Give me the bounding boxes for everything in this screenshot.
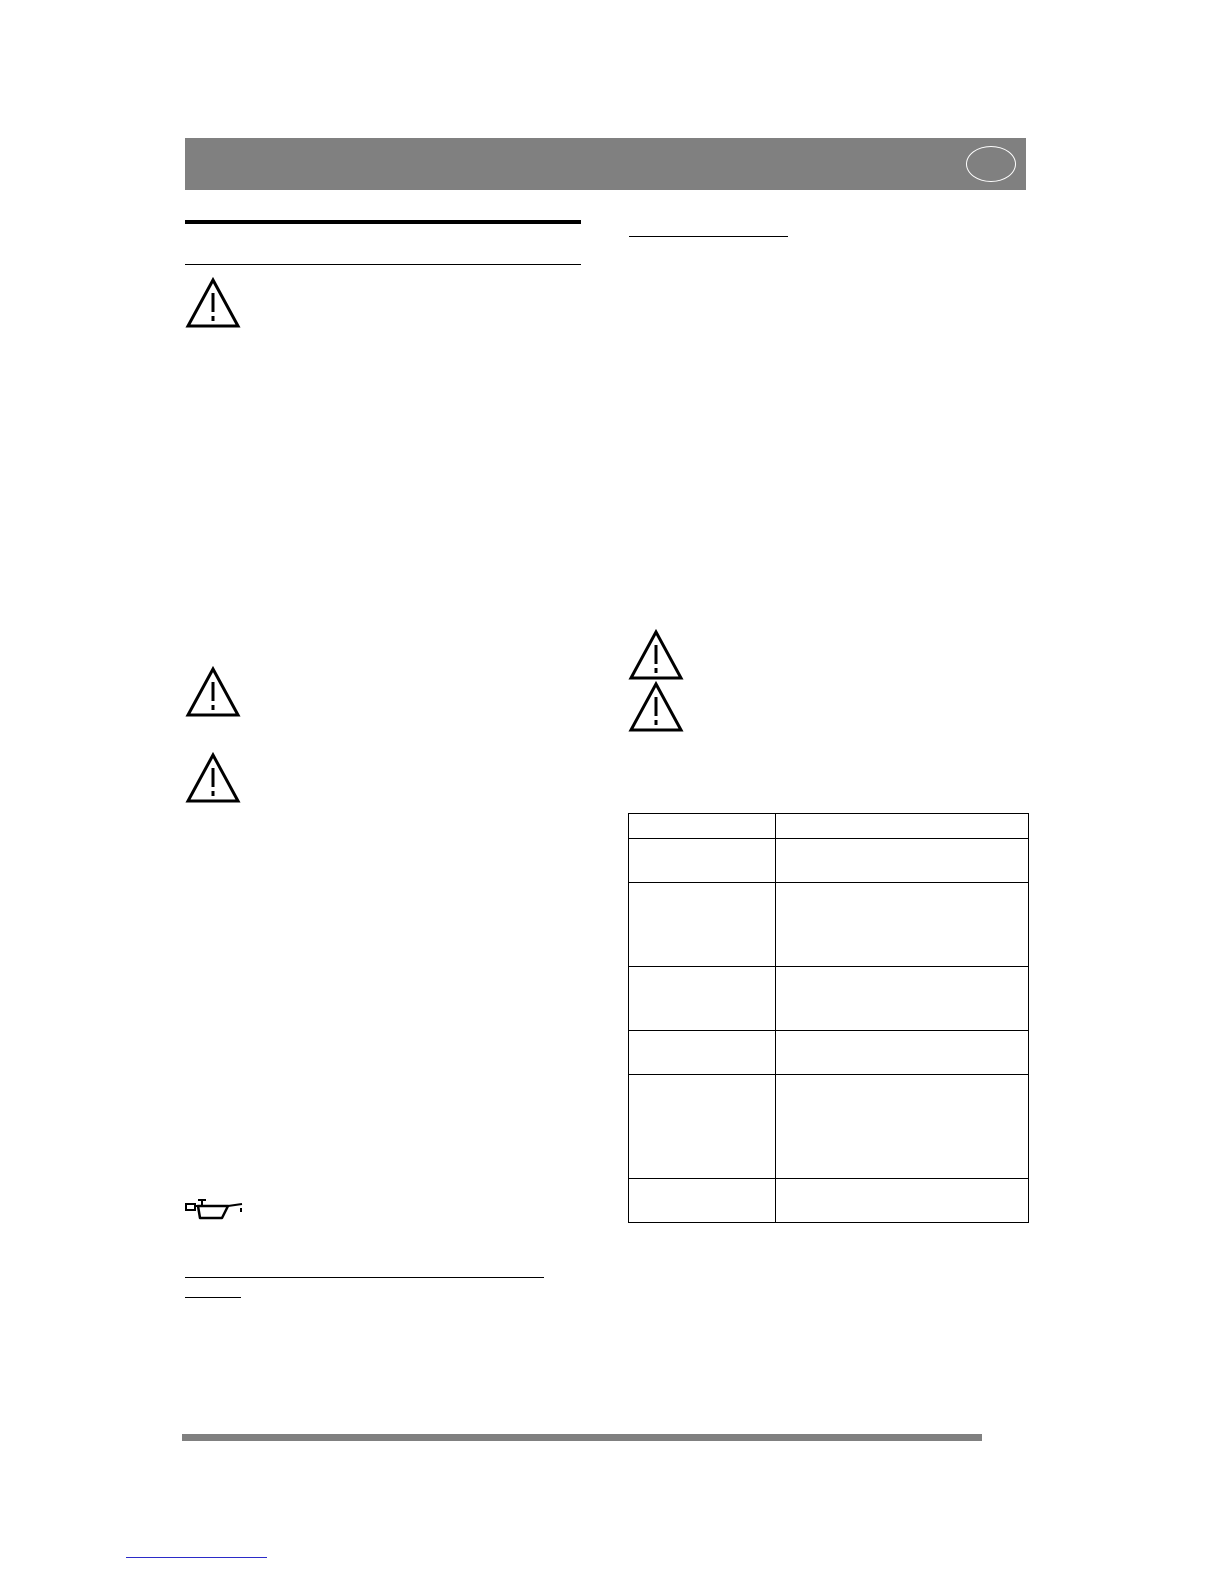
table-row [629, 967, 1029, 1031]
cross-reference-link[interactable] [185, 1297, 241, 1298]
cross-reference-link[interactable] [185, 1277, 544, 1278]
table-row [629, 814, 1029, 839]
table-cell [629, 883, 776, 967]
warning-triangle-icon [185, 752, 241, 804]
footer-bar [182, 1434, 982, 1441]
right-heading-underline[interactable] [629, 236, 788, 237]
warning-triangle-icon [628, 629, 684, 681]
section-subheading-rule [185, 264, 581, 265]
table-cell [776, 1075, 1029, 1179]
table-cell [776, 1031, 1029, 1075]
table-cell [776, 839, 1029, 883]
table-cell [629, 967, 776, 1031]
table-row [629, 1075, 1029, 1179]
info-table [628, 813, 1029, 1223]
table-cell [776, 1179, 1029, 1223]
table-row [629, 1031, 1029, 1075]
oil-can-icon [184, 1196, 246, 1222]
warning-triangle-icon [185, 666, 241, 718]
language-badge [966, 146, 1016, 182]
table-cell [776, 967, 1029, 1031]
table-row [629, 839, 1029, 883]
table-row [629, 883, 1029, 967]
table-cell [629, 1179, 776, 1223]
section-heading-rule [185, 220, 581, 224]
warning-triangle-icon [628, 681, 684, 733]
table-cell [629, 814, 776, 839]
header-bar [185, 138, 1026, 190]
footer-link[interactable] [126, 1557, 267, 1558]
table-row [629, 1179, 1029, 1223]
warning-triangle-icon [185, 277, 241, 329]
table-cell [629, 1075, 776, 1179]
table-cell [776, 814, 1029, 839]
table-cell [629, 1031, 776, 1075]
table-cell [629, 839, 776, 883]
table-cell [776, 883, 1029, 967]
